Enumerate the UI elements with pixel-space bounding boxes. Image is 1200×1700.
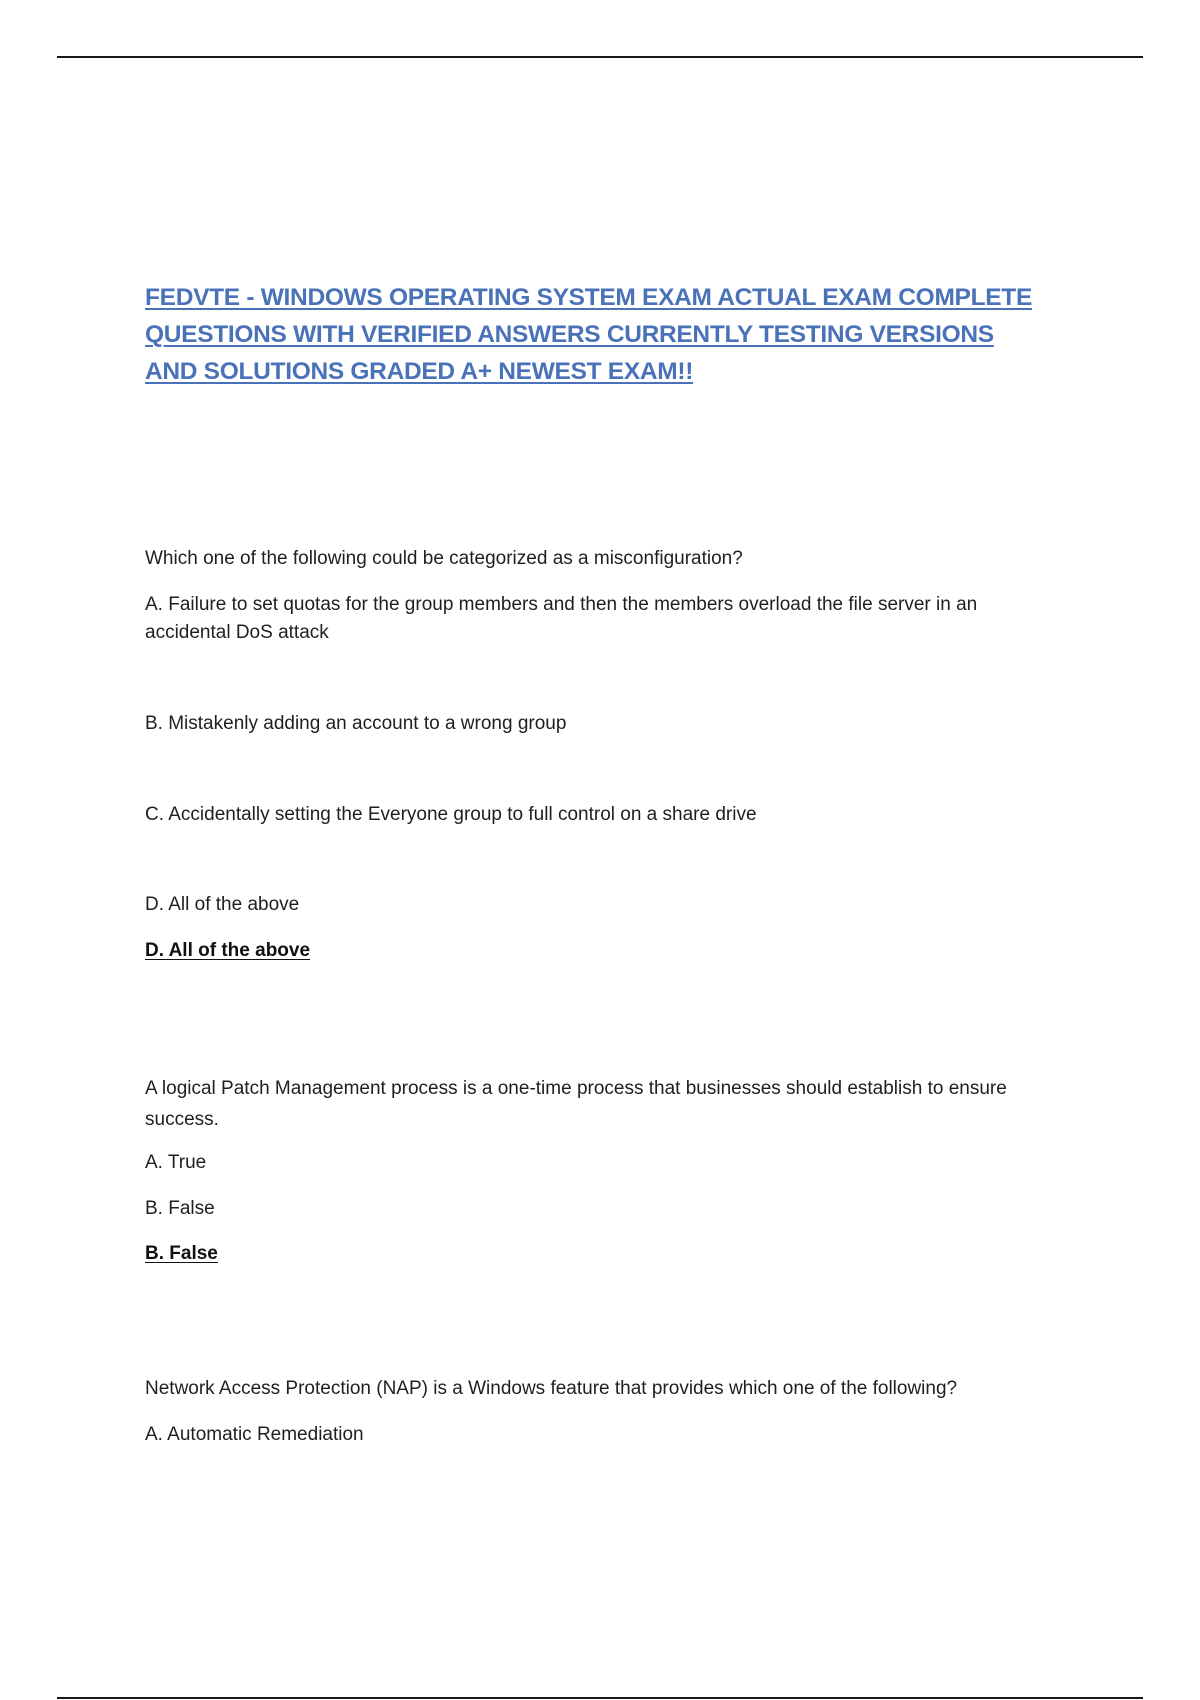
question-2-text: A logical Patch Management process is a one-time process that businesses should establish to ensure success. — [145, 1078, 1007, 1130]
question-3-text: Network Access Protection (NAP) is a Windows feature that provides which one of the following? — [145, 1378, 958, 1399]
top-divider — [57, 56, 1143, 58]
question-2-option-a: A. True — [145, 1152, 207, 1173]
bottom-divider — [57, 1697, 1143, 1699]
question-1-option-c: C. Accidentally setting the Everyone group to full control on a share drive — [145, 804, 757, 825]
question-2-option-b: B. False — [145, 1198, 215, 1219]
question-1-text: Which one of the following could be categorized as a misconfiguration? — [145, 548, 743, 569]
question-2-answer: B. False — [145, 1243, 218, 1264]
question-1-answer: D. All of the above — [145, 940, 311, 961]
question-1-option-a: A. Failure to set quotas for the group members and then the members overload the file server in an accidental DoS attack — [145, 594, 978, 643]
question-1-option-b: B. Mistakenly adding an account to a wrong group — [145, 713, 567, 734]
question-1-option-d: D. All of the above — [145, 894, 300, 915]
question-3-option-a: A. Automatic Remediation — [145, 1424, 364, 1445]
document-title: FEDVTE - WINDOWS OPERATING SYSTEM EXAM ACTUAL EXAM COMPLETE QUESTIONS WITH VERIFIED ANSWERS CURRENTLY TESTING VERSIONS AND SOLUTIONS GRADED A+ NEWEST EXAM!! — [145, 284, 1033, 385]
